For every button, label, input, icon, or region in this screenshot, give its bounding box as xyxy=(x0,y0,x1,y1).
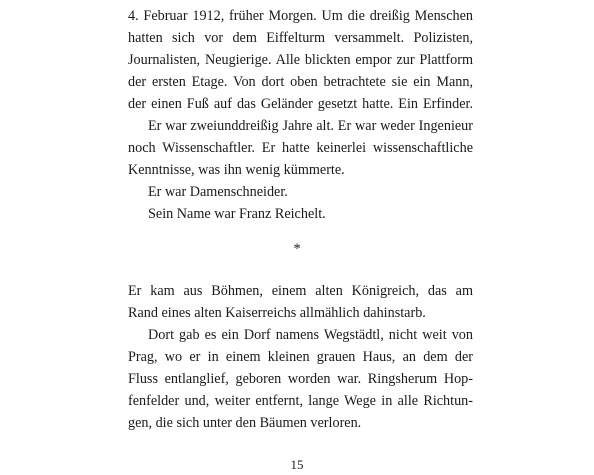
text-line: Dort gab es ein Dorf namens Wegstädtl, nicht weit von xyxy=(148,327,473,343)
text-line: Er war Damenschneider. xyxy=(148,184,288,200)
text-line: hatten sich vor dem Eiffelturm versammelt. Polizisten, xyxy=(128,30,473,46)
text-line: Journalisten, Neugierige. Alle blickten empor zur Plattform xyxy=(128,52,473,68)
text-line: Er war zweiunddreißig Jahre alt. Er war weder Ingenieur xyxy=(148,118,473,134)
text-line: Fluss entlanglief, geboren worden war. Ringsherum Hop- xyxy=(128,371,473,387)
text-section-bottom xyxy=(128,280,473,434)
text-line: Rand eines alten Kaiserreichs allmählich dahinstarb. xyxy=(128,305,426,321)
text-line: Kenntnisse, was ihn wenig kümmerte. xyxy=(128,162,345,178)
text-line: Prag, wo er in einem kleinen grauen Haus, an dem der xyxy=(128,349,473,365)
text-line: Er kam aus Böhmen, einem alten Königreich, das am xyxy=(128,283,473,299)
page-number: 15 xyxy=(290,457,304,472)
text-line: gen, die sich unter den Bäumen verloren. xyxy=(128,415,362,431)
text-line: Sein Name war Franz Reichelt. xyxy=(148,206,326,222)
text-line: noch Wissenschaftler. Er hatte keinerlei wissenschaftliche xyxy=(128,140,473,156)
text-line: der einen Fuß auf das Geländer gesetzt hatte. Ein Erfinder. xyxy=(128,96,473,112)
text-line: fenfelder und, weiter entfernt, lange Wege in alle Richtun- xyxy=(128,393,473,409)
text-line: der ersten Etage. Von dort oben betrachtete sie ein Mann, xyxy=(128,74,473,90)
section-separator: * xyxy=(293,241,301,257)
text-line: 4. Februar 1912, früher Morgen. Um die dreißig Menschen xyxy=(128,8,473,24)
text-section-top xyxy=(128,5,473,225)
